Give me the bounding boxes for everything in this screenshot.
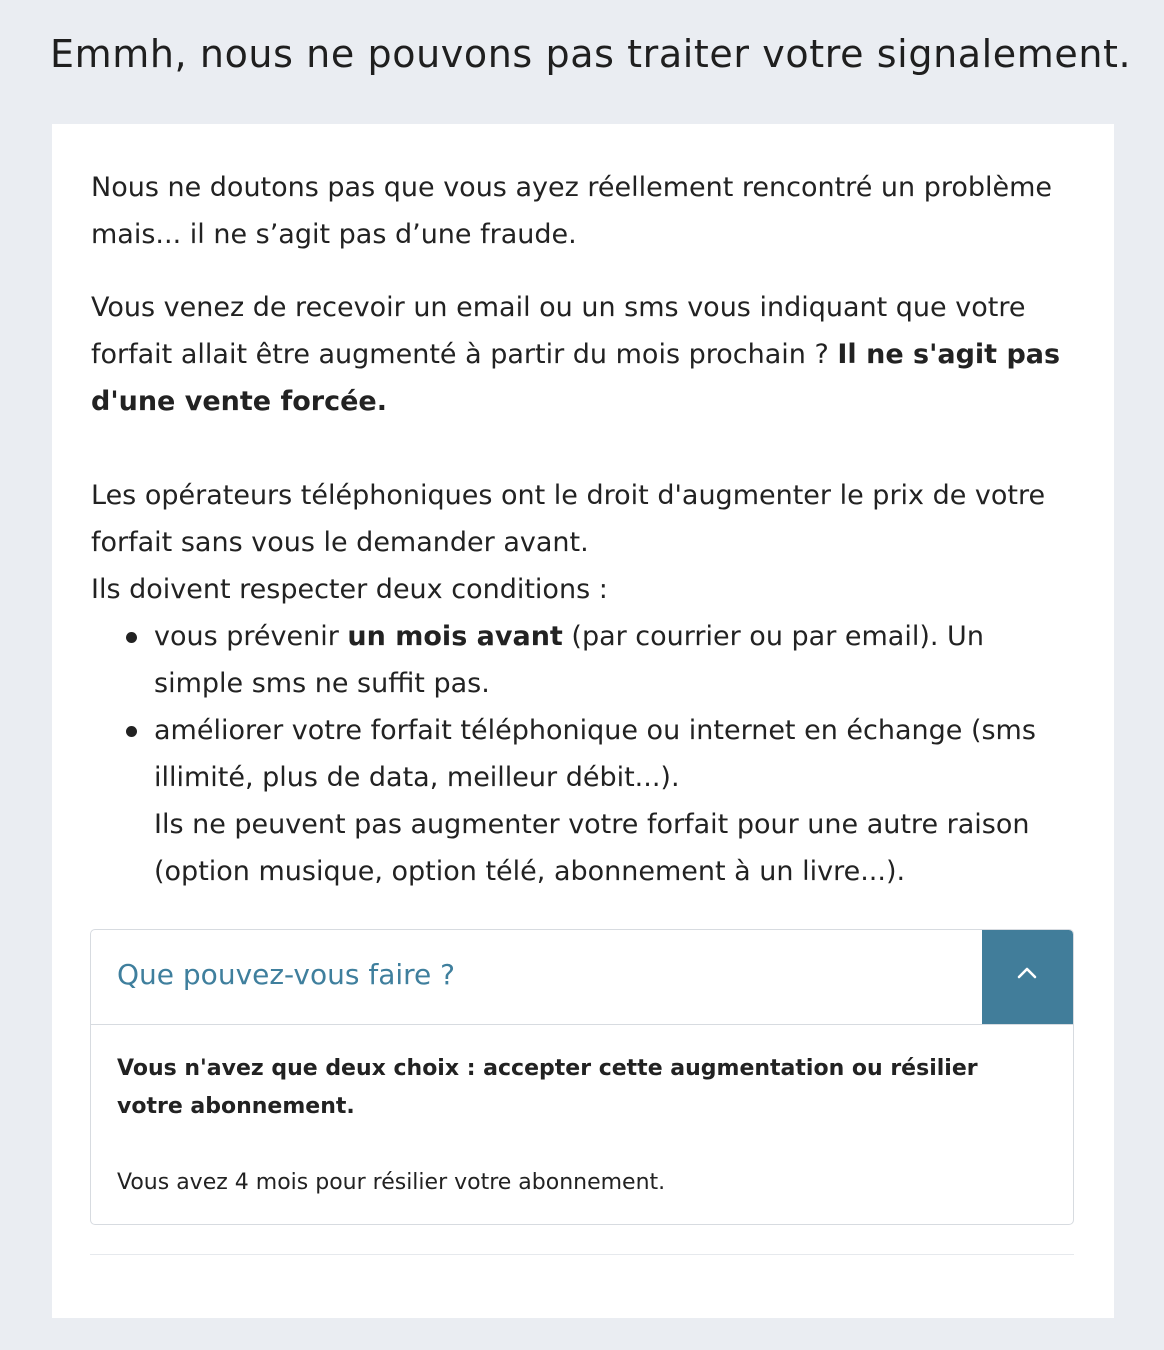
deadline-text: Vous avez 4 mois pour résilier votre abonnement. bbox=[117, 1170, 666, 1195]
chevron-up-icon bbox=[1017, 966, 1037, 980]
page-title: Emmh, nous ne pouvons pas traiter votre signalement. bbox=[50, 32, 1132, 76]
accordion-header[interactable] bbox=[91, 930, 1073, 1025]
divider bbox=[90, 1254, 1074, 1255]
bullet-icon bbox=[126, 632, 137, 643]
condition-1-text: vous prévenir bbox=[154, 621, 348, 652]
conditions-intro: Ils doivent respecter deux conditions : bbox=[91, 574, 608, 605]
condition-1-emphasis: un mois avant bbox=[347, 621, 563, 652]
notice-emphasis: Il ne s'agit pas d'une vente forcée. bbox=[91, 339, 1061, 417]
accordion-toggle-button[interactable] bbox=[982, 930, 1073, 1024]
accordion-title[interactable]: Que pouvez-vous faire ? bbox=[117, 958, 456, 991]
accordion-body bbox=[117, 1050, 1017, 1202]
what-can-you-do-accordion bbox=[90, 929, 1074, 1225]
notice-paragraph bbox=[91, 284, 1075, 425]
bullet-icon bbox=[126, 726, 137, 737]
condition-2-text: améliorer votre forfait téléphonique ou internet en échange (sms illimité, plus de data, meilleur débit...). bbox=[154, 715, 1036, 793]
choices-text: Vous n'avez que deux choix : accepter cette augmentation ou résilier votre abonnement. bbox=[117, 1056, 978, 1119]
paragraph-spacer bbox=[91, 425, 1075, 472]
conditions-list bbox=[91, 613, 1075, 895]
condition-1-rest: (par courrier ou par email). Un simple sms ne suffit pas. bbox=[154, 621, 984, 699]
content-card bbox=[52, 124, 1114, 1318]
list-item bbox=[91, 613, 1075, 707]
rights-paragraph: Les opérateurs téléphoniques ont le droit d'augmenter le prix de votre forfait sans vous le demander avant. bbox=[91, 480, 1046, 558]
explanation-content bbox=[91, 164, 1075, 895]
notice-text: Vous venez de recevoir un email ou un sms vous indiquant que votre forfait allait être augmenté à partir du mois prochain ? bbox=[91, 292, 1026, 370]
list-item bbox=[91, 707, 1075, 895]
intro-paragraph: Nous ne doutons pas que vous ayez réellement rencontré un problème mais... il ne s’agit pas d’une fraude. bbox=[91, 172, 1053, 250]
condition-2-note: Ils ne peuvent pas augmenter votre forfait pour une autre raison (option musique, option télé, abonnement à un livre...). bbox=[154, 809, 1030, 887]
